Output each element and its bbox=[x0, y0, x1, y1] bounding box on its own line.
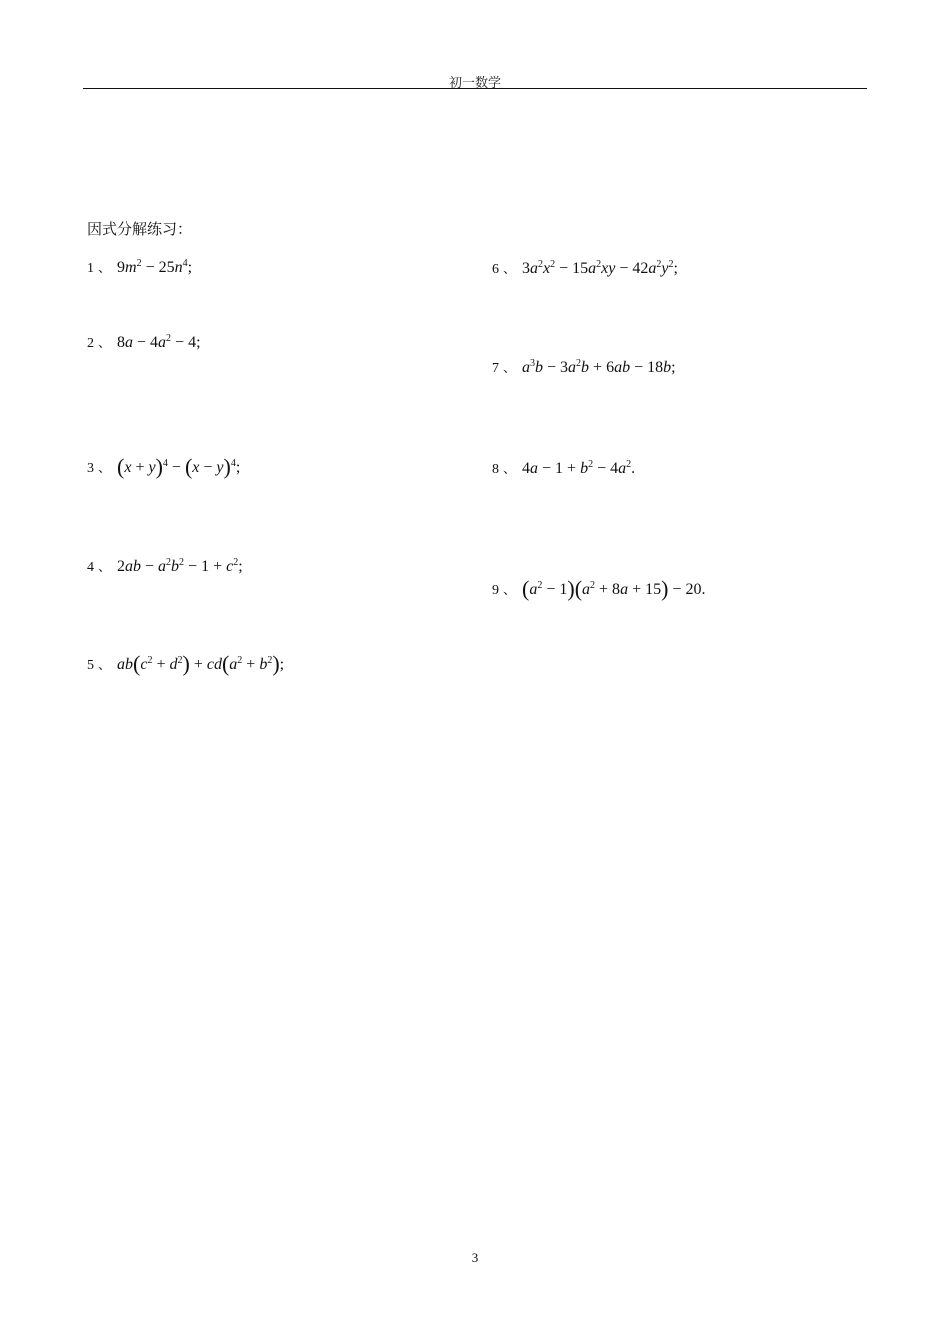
math-expression: $(a^2 - 1)(a^2 + 8a + 15) - 20$. bbox=[522, 576, 706, 601]
math-expression: $8a - 4a^2 - 4$; bbox=[117, 333, 201, 351]
problem-separator: 、 bbox=[98, 461, 112, 476]
problem-2 bbox=[87, 329, 201, 354]
problem-separator: 、 bbox=[503, 462, 517, 477]
math-expression: $a^3b - 3a^2b + 6ab - 18b$; bbox=[522, 358, 676, 376]
math-expression: $4a - 1 + b^2 - 4a^2$. bbox=[522, 459, 636, 477]
problem-number: 3 bbox=[87, 461, 94, 476]
problem-4 bbox=[87, 553, 243, 578]
math-expression: $3a^2x^2 - 15a^2xy - 42a^2y^2$; bbox=[522, 259, 678, 277]
problem-number: 7 bbox=[492, 361, 499, 376]
problem-number: 5 bbox=[87, 658, 94, 673]
math-expression: $2ab - a^2b^2 - 1 + c^2$; bbox=[117, 557, 243, 575]
problem-number: 8 bbox=[492, 462, 499, 477]
math-expression: $9m^2 - 25n^4$; bbox=[117, 258, 193, 276]
page-number: 3 bbox=[471, 1250, 479, 1265]
section-title: 因式分解练习： bbox=[87, 220, 193, 238]
problem-7 bbox=[492, 354, 676, 379]
problem-separator: 、 bbox=[503, 262, 517, 277]
problem-separator: 、 bbox=[98, 560, 112, 575]
header-divider bbox=[83, 88, 867, 89]
problem-1 bbox=[87, 254, 192, 279]
problem-3 bbox=[87, 454, 240, 479]
problem-5 bbox=[87, 651, 284, 676]
problem-separator: 、 bbox=[503, 583, 517, 598]
problem-number: 9 bbox=[492, 583, 499, 598]
problem-number: 4 bbox=[87, 560, 94, 575]
problem-6 bbox=[492, 255, 678, 280]
math-expression: $(x + y)^4 - (x - y)^4$; bbox=[117, 454, 241, 479]
problem-separator: 、 bbox=[503, 361, 517, 376]
problem-separator: 、 bbox=[98, 658, 112, 673]
problem-8 bbox=[492, 455, 635, 480]
math-expression: $ab(c^2 + d^2) + cd(a^2 + b^2)$; bbox=[117, 651, 285, 676]
problem-separator: 、 bbox=[98, 261, 112, 276]
page-header-title: 初一数学 bbox=[448, 76, 501, 91]
problem-9 bbox=[492, 576, 705, 601]
problem-number: 6 bbox=[492, 262, 499, 277]
problem-separator: 、 bbox=[98, 336, 112, 351]
problem-number: 2 bbox=[87, 336, 94, 351]
problem-number: 1 bbox=[87, 261, 94, 276]
